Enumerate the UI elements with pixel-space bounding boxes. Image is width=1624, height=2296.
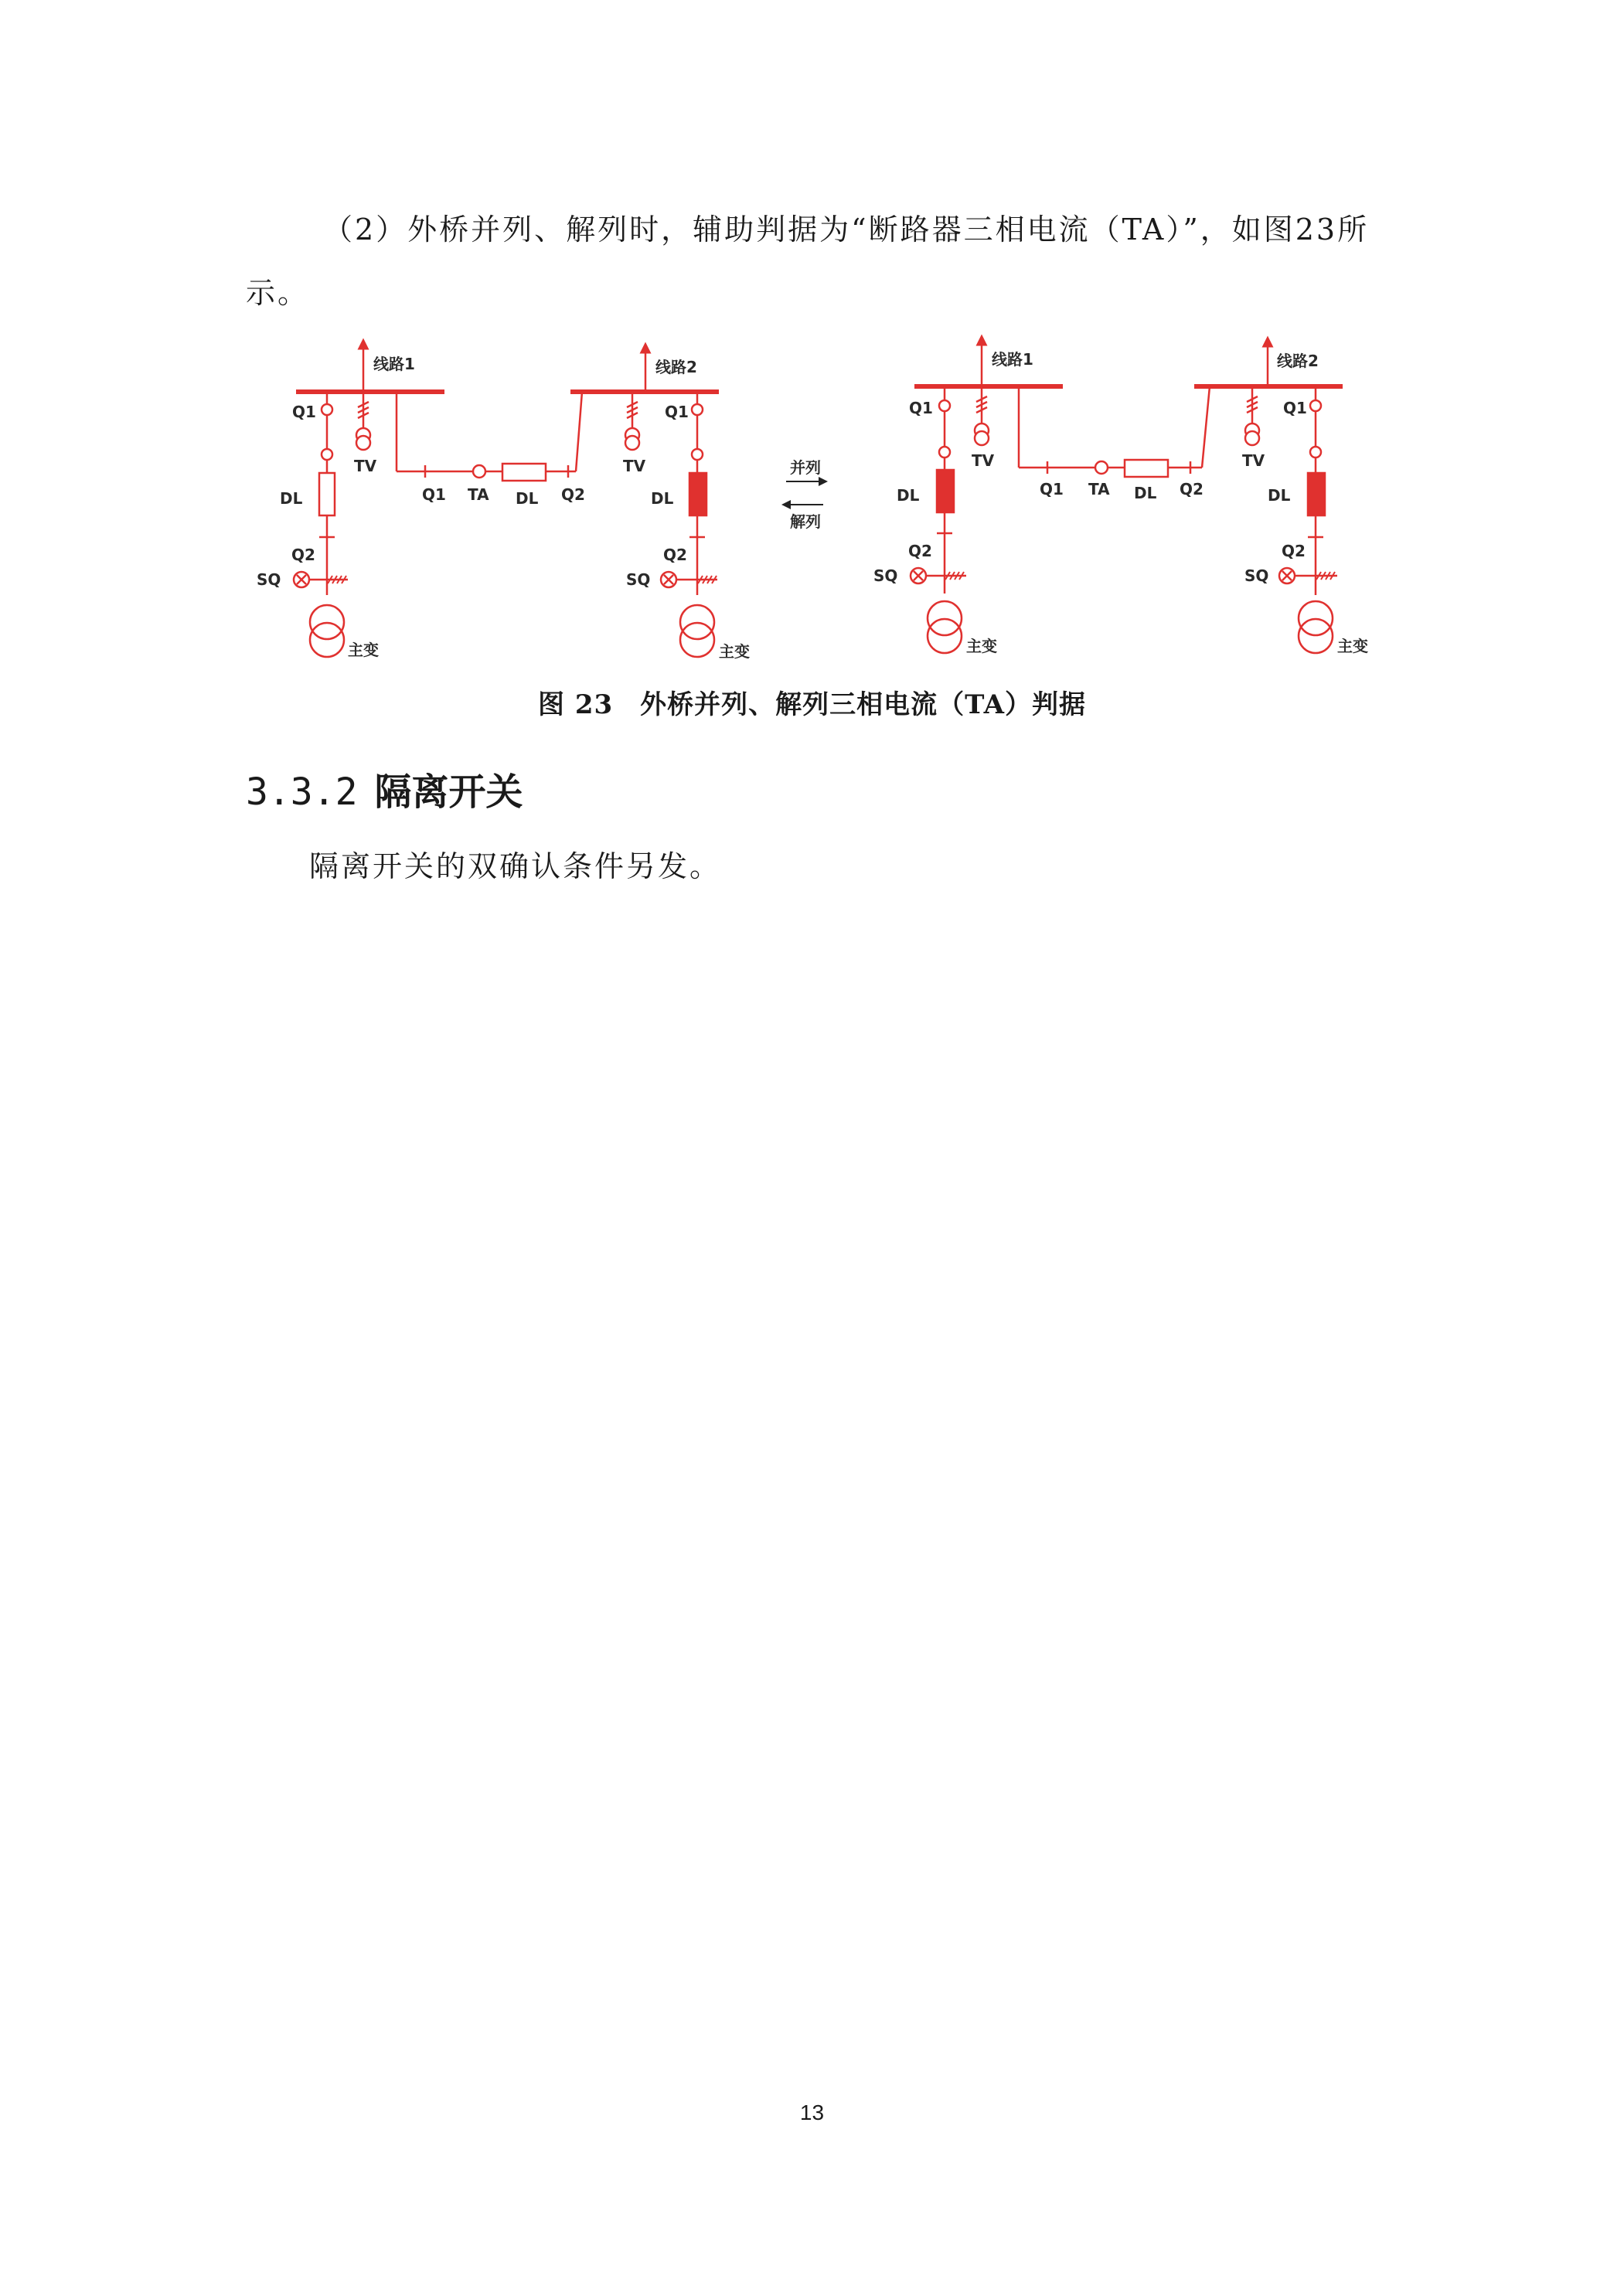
svg-text:TV: TV [354, 457, 377, 475]
figure-caption: 图 23 外桥并列、解列三相电流（TA）判据 [538, 689, 1086, 720]
right-breaker-closed [689, 473, 706, 515]
label-split: 解列 [790, 512, 821, 531]
svg-text:Q1: Q1 [665, 403, 689, 421]
svg-text:SQ: SQ [1244, 566, 1269, 585]
body-paragraph-1: （2）外桥并列、解列时，辅助判据为“断路器三相电流（TA）”，如图23所示。 [246, 213, 1370, 310]
svg-text:Q2: Q2 [1180, 480, 1204, 498]
svg-text:Q2: Q2 [1282, 542, 1306, 560]
svg-text:Q1: Q1 [1283, 399, 1307, 417]
svg-text:DL: DL [516, 489, 539, 508]
svg-text:SQ: SQ [257, 570, 281, 589]
svg-text:Q2: Q2 [908, 542, 932, 560]
svg-text:线路2: 线路2 [1277, 352, 1319, 370]
svg-text:DL: DL [280, 489, 303, 508]
svg-text:DL: DL [1134, 484, 1157, 502]
page-number: 13 [799, 2100, 825, 2124]
svg-text:Q1: Q1 [422, 485, 446, 504]
svg-text:DL: DL [651, 489, 674, 508]
label-parallel: 并列 [790, 458, 821, 477]
svg-text:DL: DL [1268, 486, 1291, 505]
label-line1: 线路1 [373, 355, 415, 373]
svg-text:Q2: Q2 [663, 546, 687, 564]
switch-arrows [786, 458, 823, 531]
bridge-breaker-open [502, 464, 546, 481]
svg-text:SQ: SQ [626, 570, 651, 589]
svg-text:主变: 主变 [1337, 637, 1368, 655]
svg-text:TA: TA [1088, 480, 1110, 498]
svg-text:TV: TV [972, 451, 995, 470]
svg-text:Q2: Q2 [291, 546, 315, 564]
left-breaker [319, 473, 335, 515]
body-paragraph-2: 隔离开关的双确认条件另发。 [309, 849, 722, 883]
svg-text:线路1: 线路1 [992, 350, 1033, 369]
svg-text:Q1: Q1 [1040, 480, 1064, 498]
svg-text:Q2: Q2 [561, 485, 585, 504]
section-heading [246, 762, 523, 815]
label-line2: 线路2 [655, 358, 697, 376]
svg-text:主变: 主变 [719, 642, 750, 661]
section-title: 隔离开关 [374, 770, 523, 814]
svg-text:SQ: SQ [873, 566, 898, 585]
svg-text:主变: 主变 [348, 641, 379, 659]
svg-text:DL: DL [897, 486, 920, 505]
svg-text:Q1: Q1 [909, 399, 933, 417]
svg-text:TV: TV [623, 457, 646, 475]
section-number: 3.3.2 [246, 770, 358, 814]
outer-bridge-diagram [246, 323, 1390, 694]
svg-text:TV: TV [1242, 451, 1265, 470]
svg-text:Q1: Q1 [292, 403, 316, 421]
svg-text:TA: TA [468, 485, 489, 504]
svg-text:主变: 主变 [966, 637, 997, 655]
